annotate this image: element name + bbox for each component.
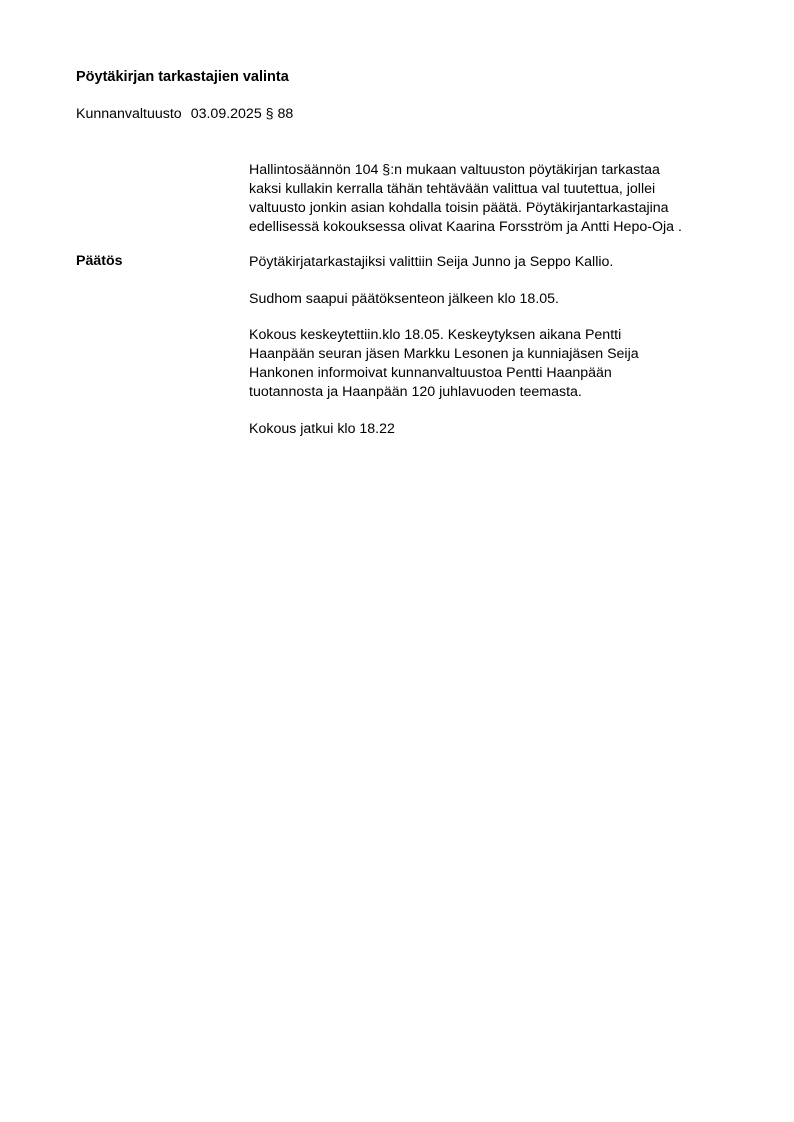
decision-paragraph-break [249, 326, 749, 402]
decision-line: Pöytäkirjatarkastajiksi valittiin Seija Junno ja Seppo Kallio. [249, 254, 614, 270]
decision-line: Sudhom saapui päätöksenteon jälkeen klo 18.05. [249, 291, 559, 307]
meeting-date-section: 03.09.2025 § 88 [190, 106, 294, 122]
intro-line: Hallintosäännön 104 §:n mukaan valtuuston pöytäkirjan tarkastaa [249, 162, 660, 178]
decision-label: Päätös [76, 253, 123, 269]
intro-line: kaksi kullakin kerralla tähän tehtävään valittua val tuutettua, jollei [249, 181, 656, 197]
decision-line: Kokous keskeytettiin.klo 18.05. Keskeytyksen aikana Pentti [249, 327, 622, 343]
decision-line: Hankonen informoivat kunnanvaltuustoa Pentti Haanpään [249, 365, 612, 381]
decision-paragraph-arrival [249, 290, 749, 309]
decision-line: Haanpään seuran jäsen Markku Lesonen ja kunniajäsen Seija [249, 346, 639, 362]
decision-line: tuotannosta ja Haanpään 120 juhlavuoden teemasta. [249, 384, 582, 400]
intro-paragraph [249, 161, 749, 237]
meeting-body-name: Kunnanvaltuusto [76, 106, 182, 122]
meeting-reference-line [76, 106, 293, 122]
decision-line: Kokous jatkui klo 18.22 [249, 421, 395, 437]
section-title: Pöytäkirjan tarkastajien valinta [76, 69, 289, 85]
decision-paragraph-resume [249, 420, 749, 439]
intro-line: valtuusto jonkin asian kohdalla toisin päätä. Pöytäkirjantarkastajina [249, 200, 669, 216]
intro-line: edellisessä kokouksessa olivat Kaarina Forsström ja Antti Hepo-Oja . [249, 219, 682, 235]
decision-paragraph-inspectors [249, 253, 749, 272]
